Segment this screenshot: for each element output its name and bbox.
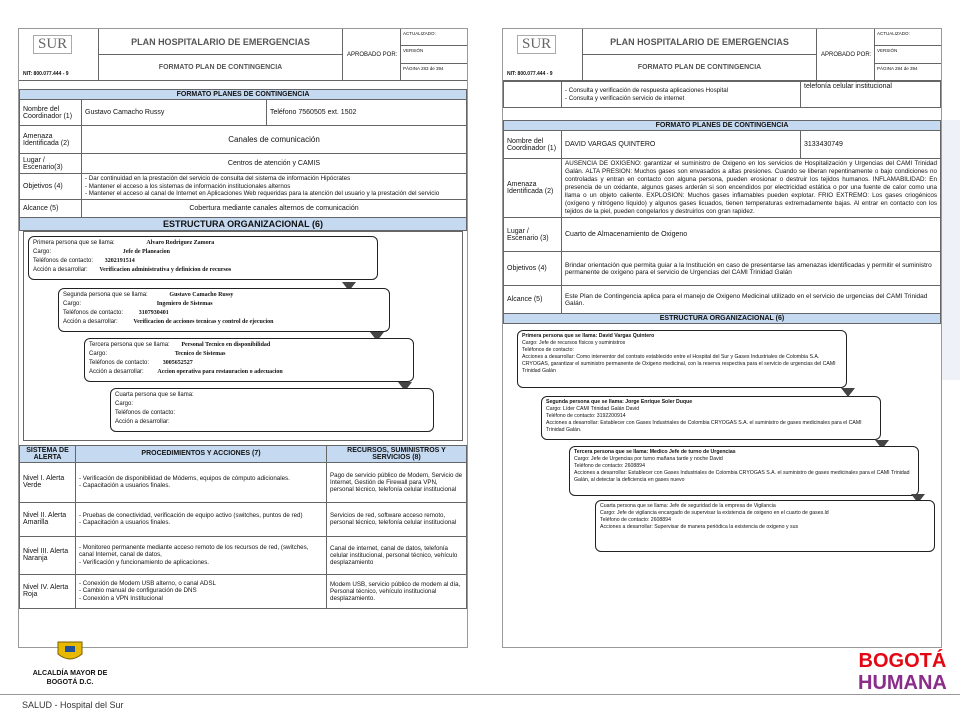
scope-value: Cobertura mediante canales alternos de comunicación xyxy=(82,199,467,217)
org-structure-title: ESTRUCTURA ORGANIZACIONAL (6) xyxy=(504,314,941,324)
left-document-page xyxy=(18,28,468,648)
version-label: VERSIÓN xyxy=(875,46,941,63)
right-document-page xyxy=(502,28,942,648)
alert-resources: Modem USB, servicio público de modem al día, Personal técnico, vehículo institucional desplazamiento. xyxy=(327,574,467,608)
alert-level: Nivel II. Alerta Amarilla xyxy=(20,502,76,536)
document-header xyxy=(19,29,467,81)
org-chart xyxy=(507,324,937,564)
location-value: Centros de atención y CAMIS xyxy=(82,154,467,174)
person-box-4: Cuarta persona que se llama: Jefe de seguridad de la empresa de Vigilancia Cargo: Jefe de vigilancia encargado de supervisar la existencia de oxigeno en el cuarto de gases.ld Teléfono de contacto: 2608894 Acciones a desarrollar: Supervisar de manera periódica la existencia de oxigeno y sus xyxy=(595,500,935,552)
resources-header: RECURSOS, SUMINISTROS Y SERVICIOS (8) xyxy=(327,445,467,462)
threat-value: AUSENCIA DE OXIGENO: garantizar el suministro de Oxigeno en los servicios de Hospitalización y Urgencias del CAMI Trinidad Galán. ALTA PRESION: Muchos gases son envasados a altas presiones. Cuando se liberan repentinamente o bajo condiciones no controladas y entran en contacto con alguna persona, pueden erosionar o destruir los tejidos humanos. INFLAMABILIDAD: En presencia de un oxidante, algunos gases arderán si son encendidos por electricidad estática o por una fuente de calor como una llama o un objeto caliente. EXPLOSION: Muchos gases inflamables pueden explotar. FRIO EXTREMO: Los gases criogénicos (oxígeno y nitrógeno líquido) y algunos gases licuados, tienen temperaturas extremadamente bajas. Al entrar en contacto con los tejidos de la piel, pueden congelarlos y destruirlos con gran rapidez. xyxy=(562,159,941,218)
format-title: FORMATO PLAN DE CONTINGENCIA xyxy=(158,64,283,71)
approved-by-label: APROBADO POR: xyxy=(343,29,401,80)
location-label: Lugar / Escenario(3) xyxy=(20,154,82,174)
person-box-4: Cuarta persona que se llama: Cargo: Teléfonos de contacto: Acción a desarrollar: xyxy=(110,388,434,432)
hospital-logo: SUR NIT: 800.077.444 - 9 xyxy=(19,29,99,80)
coordinator-phone: Teléfono 7560505 ext. 1502 xyxy=(266,100,466,126)
objectives-label: Objetivos (4) xyxy=(504,252,562,286)
objectives-label: Objetivos (4) xyxy=(20,174,82,200)
org-chart xyxy=(23,231,463,441)
alert-resources: Pago de servicio público de Modem, Servicio de Internet, Gestión de Firewall para VPN, personal técnico, telefonía celular institucional xyxy=(327,462,467,502)
updated-label: ACTUALIZADO: xyxy=(875,29,941,46)
footer-divider xyxy=(0,694,960,695)
alcaldia-logo: ALCALDÍA MAYOR DE BOGOTÁ D.C. xyxy=(22,640,118,687)
objectives-value: Brindar orientación que permita guiar a la Institución en caso de presentarse las amenazas identificadas y permitir el suministro permanente de oxígeno para el servicio de Urgencias del CAMI Trinidad Galán xyxy=(562,252,941,286)
alert-level: Nivel III. Alerta Naranja xyxy=(20,536,76,574)
person-box-2: Segunda persona que se llama: Jorge Enrique Soler Duque Cargo: Líder CAMI Trinidad Galán David Teléfono de contacto: 3192200914 Acciones a desarrollar: Establecer con Gases Industriales de Colombia CRYOGAS S.A. el suministro de gases medicinales para el CAMI Trinidad Galán. xyxy=(541,396,881,440)
person-box-3: Tercera persona que se llama: Medico Jefe de turno de Urgencias Cargo: Jefe de Urgencias por turno mañana tarde y noche David Teléfono de contacto: 2608894 Acciones a desarrollar: Establecer con Gases Industriales de Colombia CRYOGAS S.A. el suministro de gases medicinales para el CAMI Trinidad Galán, al detectar la deficiencia en gases nuevo xyxy=(569,446,919,496)
location-value: Cuarto de Almacenamiento de Oxigeno xyxy=(562,218,941,252)
alert-system-header: SISTEMA DE ALERTA xyxy=(20,445,76,462)
coordinator-label: Nombre del Coordinador (1) xyxy=(504,131,562,159)
footer-text: SALUD - Hospital del Sur xyxy=(22,700,124,710)
continued-resources: telefonía celular institucional xyxy=(801,82,941,108)
page-number: PÁGINA 284 de 394 xyxy=(877,65,918,71)
table-title: FORMATO PLANES DE CONTINGENCIA xyxy=(504,121,941,131)
hospital-logo: SUR NIT: 800.077.444 - 9 xyxy=(503,29,583,80)
contingency-table xyxy=(19,89,467,231)
coordinator-phone: 3133430749 xyxy=(801,131,941,159)
version-label: VERSIÓN xyxy=(401,46,467,63)
person-box-1: Primera persona que se llama: David Vargas Quintero Cargo: Jefe de recursos físicos y suministros Teléfonos de contacto: Acciones a desarrollar: Como interventor del contrato establecido entre el Hospital del Sur y Gases Industriales de Colombia S.A. CRYOGAS, garantizar el suministro permanente de Oxigeno medicinal, con la reserva respectiva para el servicio de urgencias del CAMI Trinidad Galán xyxy=(517,330,847,388)
coordinator-name: Gustavo Camacho Russy xyxy=(82,100,267,126)
plan-title: PLAN HOSPITALARIO DE EMERGENCIAS xyxy=(583,29,816,55)
alert-resources: Servicios de red, software acceso remoto, personal técnico, telefonía celular institucional xyxy=(327,502,467,536)
org-structure-title: ESTRUCTURA ORGANIZACIONAL (6) xyxy=(20,217,467,230)
scope-value: Este Plan de Contingencia aplica para el manejo de Oxigeno Medicinal utilizado en el servicio de urgencias del CAMI Trinidad Galán. xyxy=(562,286,941,314)
bogota-humana-logo: BOGOTÁ HUMANA xyxy=(858,650,947,694)
person-box-1: Primera persona que se llama: Alvaro Rodriguez Zamora Cargo: Jefe de Planeacion Teléfonos de contacto: 3202191514 Acción a desarrollar: Verificacion administrativa y definicion de recursos xyxy=(28,236,378,280)
coordinator-label: Nombre del Coordinador (1) xyxy=(20,100,82,126)
format-title: FORMATO PLAN DE CONTINGENCIA xyxy=(637,64,762,71)
plan-title: PLAN HOSPITALARIO DE EMERGENCIAS xyxy=(99,29,342,55)
alert-system-table: SISTEMA DE ALERTA PROCEDIMIENTOS Y ACCIONES (7) RECURSOS, SUMINISTROS Y SERVICIOS (8) Nivel I. Alerta Verde - Verificación de disponibilidad de Módems, equipos de cómputo adicionales. - Capacitación a usuarios finales. Pago de servicio público de Modem, Servicio de Internet, Gestión de Firewall para VPN, personal técnico, telefonía celular institucional Nivel II. Alerta Amarilla - Pruebas de conectividad, verificación de equipo activo (switches, puntos de red) - Capacitación a usuarios finales. Servicios de red, software acceso remoto, personal técnico, telefonía celular institucional Nivel III. Alerta Naranja - Monitoreo permanente mediante acceso remoto de los recursos de red, (switches, canal Internet, canal de datos, - Verificación y funcionamiento de aplicaciones. Canal de internet, canal de datos, telefonía celular institucional, personal técnico, vehículo desplazamiento Nivel IV. Alerta Roja - Conexión de Modem USB alterno, o canal ADSL - Cambio manual de configuración de DNS - Conexión a VPN Institucional Modem USB, servicio público de modem al día, Personal técnico, vehículo institucional desplazamiento. xyxy=(19,445,467,609)
alert-level: Nivel IV. Alerta Roja xyxy=(20,574,76,608)
page-number: PÁGINA 283 de 394 xyxy=(403,65,444,71)
person-box-3: Tercera persona que se llama: Personal Tecnico en disponibilidad Cargo: Tecnico de Sistemas Teléfonos de contacto: 3005652527 Acción a desarrollar: Accion operativa para restauracion o adecuacion xyxy=(84,338,414,382)
updated-label: ACTUALIZADO: xyxy=(401,29,467,46)
coordinator-name: DAVID VARGAS QUINTERO xyxy=(562,131,801,159)
person-box-2: Segunda persona que se llama: Gustavo Camacho Russy Cargo: Ingeniero de Sistemas Teléfonos de contacto: 3107930401 Acción a desarrollar: Verificacion de acciones tecnicas y control de ejecucion xyxy=(58,288,390,332)
approved-by-label: APROBADO POR: xyxy=(817,29,875,80)
procedures-header: PROCEDIMIENTOS Y ACCIONES (7) xyxy=(76,445,327,462)
alert-resources: Canal de internet, canal de datos, telefonía celular institucional, personal técnico, vehículo desplazamiento xyxy=(327,536,467,574)
threat-label: Amenaza Identificada (2) xyxy=(20,126,82,154)
threat-value: Canales de comunicación xyxy=(82,126,467,154)
table-title: FORMATO PLANES DE CONTINGENCIA xyxy=(20,90,467,100)
objectives-list: - Dar continuidad en la prestación del servicio de consulta del sistema de información Hipócrates - Mantener el acceso a los sistemas de información institucionales alternos - Mantener el acceso al canal de Internet en Aplicaciones Web requeridas para la atención del usuario y la prestación del servicio xyxy=(85,175,463,198)
alert-level: Nivel I. Alerta Verde xyxy=(20,462,76,502)
threat-label: Amenaza Identificada (2) xyxy=(504,159,562,218)
contingency-table xyxy=(503,120,941,324)
coat-of-arms-icon xyxy=(55,640,85,664)
document-header xyxy=(503,29,941,81)
location-label: Lugar / Escenario (3) xyxy=(504,218,562,252)
scope-label: Alcance (5) xyxy=(20,199,82,217)
scope-label: Alcance (5) xyxy=(504,286,562,314)
continued-table: - Consulta y verificación de respuesta aplicaciones Hospital - Consulta y verificación servicio de internet telefonía celular institucional xyxy=(503,81,941,108)
